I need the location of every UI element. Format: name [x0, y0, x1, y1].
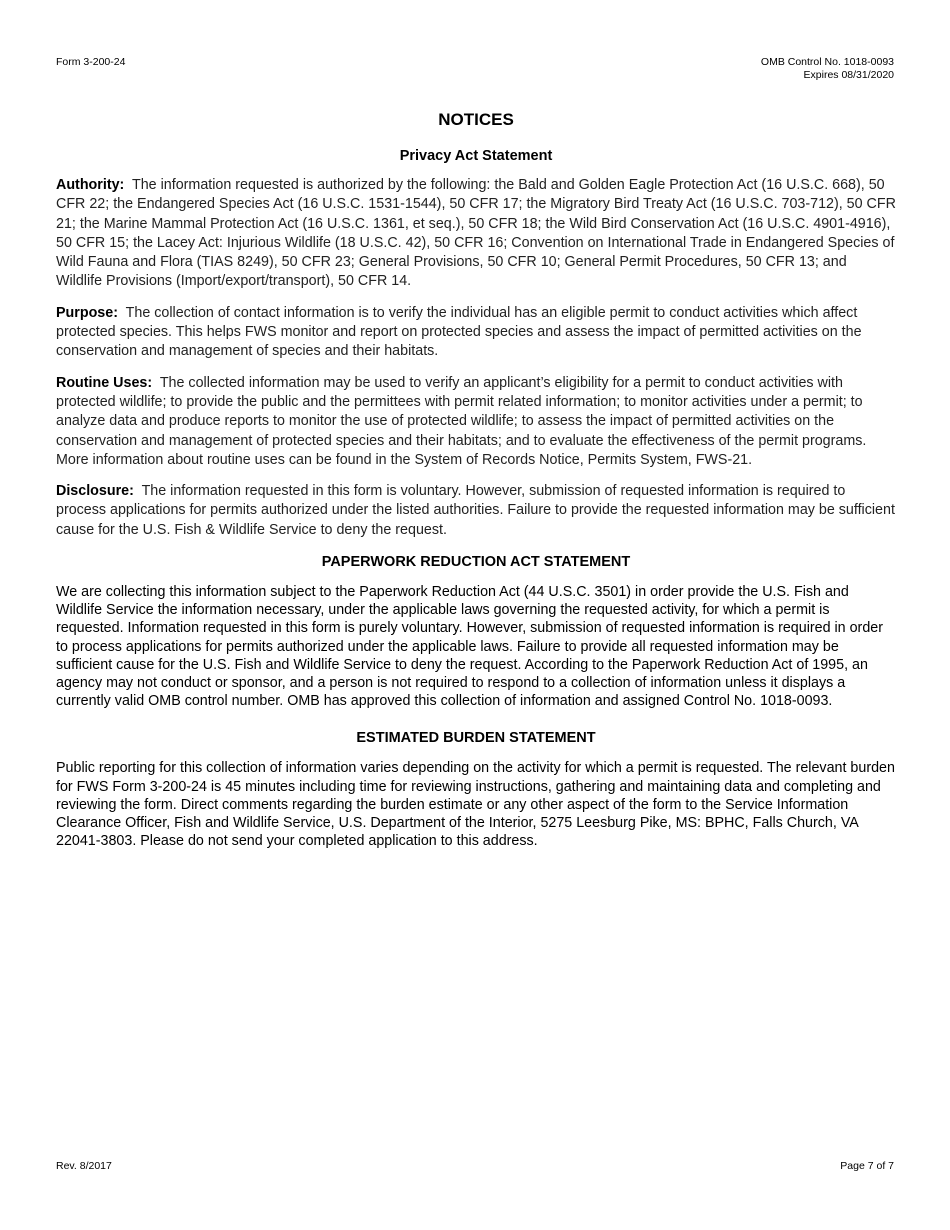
purpose-text: The collection of contact information is to verify the individual has an eligible permit to conduct activities which affect protected species. This helps FWS monitor and report on protected species and assess the impact of permitted activities on the conservation and management of species and their habitats. [56, 304, 862, 360]
authority-text: The information requested is authorized by the following: the Bald and Golden Eagle Protection Act (16 U.S.C. 668), 50 CFR 22; the Endangered Species Act (16 U.S.C. 1531-1544), 50 CFR 17; the Migratory Bird Treaty Act (16 U.S.C. 703-712), 50 CFR 21; the Marine Mammal Protection Act (16 U.S.C. 1361, et seq.), 50 CFR 18; the Wild Bird Conservation Act (16 U.S.C. 4901-4916), 50 CFR 15; the Lacey Act: Injurious Wildlife (18 U.S.C. 42), 50 CFR 16; Convention on International Trade in Endangered Species of Wild Fauna and Flora (TIAS 8249), 50 CFR 23; General Provisions, 50 CFR 10; General Permit Procedures, 50 CFR 13; and Wildlife Provisions (Import/export/transport), 50 CFR 14. [56, 177, 896, 290]
paperwork-reduction-text: We are collecting this information subject to the Paperwork Reduction Act (44 U.S.C. 3501) in order provide the U.S. Fish and Wildlife Service the information necessary, under the applicable laws governing the requested activity, for which a permit is requested. Information requested in this form is purely voluntary. However, submission of requested information is required in order to process applications for permits authorized under the applicable laws. Failure to provide all requested information may be sufficient cause for the U.S. Fish and Wildlife Service to deny the request. According to the Paperwork Reduction Act of 1995, an agency may not conduct or sponsor, and a person is not required to respond to a collection of information unless it displays a currently valid OMB control number. OMB has approved this collection of information and assigned Control No. 1018-0093. [56, 584, 883, 710]
privacy-act-title: Privacy Act Statement [399, 148, 553, 164]
disclosure-text: The information requested in this form is voluntary. However, submission of requested information is required to process applications for permits authorized under the listed authorities. Failure to provide the requested information may be sufficient cause for the U.S. Fish & Wildlife Service to deny the request. [56, 483, 895, 538]
revision-date: Rev. 8/2017 [56, 1160, 112, 1172]
page-title: NOTICES [438, 110, 514, 129]
purpose-paragraph [56, 304, 896, 362]
omb-control-number: OMB Control No. 1018-0093 [760, 56, 894, 68]
disclosure-label: Disclosure: [56, 483, 134, 500]
paperwork-reduction-title: PAPERWORK REDUCTION ACT STATEMENT [321, 554, 631, 571]
page-number: Page 7 of 7 [840, 1160, 894, 1172]
routine-uses-label: Routine Uses: [56, 374, 153, 391]
purpose-label: Purpose: [56, 304, 118, 321]
burden-statement-title: ESTIMATED BURDEN STATEMENT [356, 730, 596, 747]
routine-uses-text: The collected information may be used to verify an applicant’s eligibility for a permit to conduct activities with protected wildlife; to provide the public and the permittees with permit related information; to monitor activities under a permit; to analyze data and produce reports to monitor the use of protected wildlife; to assess the impact of permitted activities on the conservation and management of protected species and their habitats; and to evaluate the effectiveness of the permit programs. More information about routine uses can be found in the System of Records Notice, Permits System, FWS-21. [56, 374, 867, 468]
burden-statement-text: Public reporting for this collection of information varies depending on the activity for which a permit is requested. The relevant burden for FWS Form 3-200-24 is 45 minutes including time for reviewing instructions, gathering and maintaining data and completing and reviewing the form. Direct comments regarding the burden estimate or any other aspect of the form to the Service Information Clearance Officer, Fish and Wildlife Service, U.S. Department of the Interior, 5275 Leesburg Pike, MS: BPHC, Falls Church, VA 22041-3803. Please do not send your completed application to this address. [56, 760, 895, 850]
authority-label: Authority: [56, 177, 125, 193]
expiration-date: Expires 08/31/2020 [803, 69, 894, 81]
authority-paragraph [56, 176, 896, 292]
routine-uses-paragraph [56, 374, 896, 470]
document-body [56, 108, 896, 868]
omb-info [761, 56, 894, 82]
disclosure-paragraph [56, 482, 896, 540]
form-number: Form 3-200-24 [56, 56, 126, 68]
